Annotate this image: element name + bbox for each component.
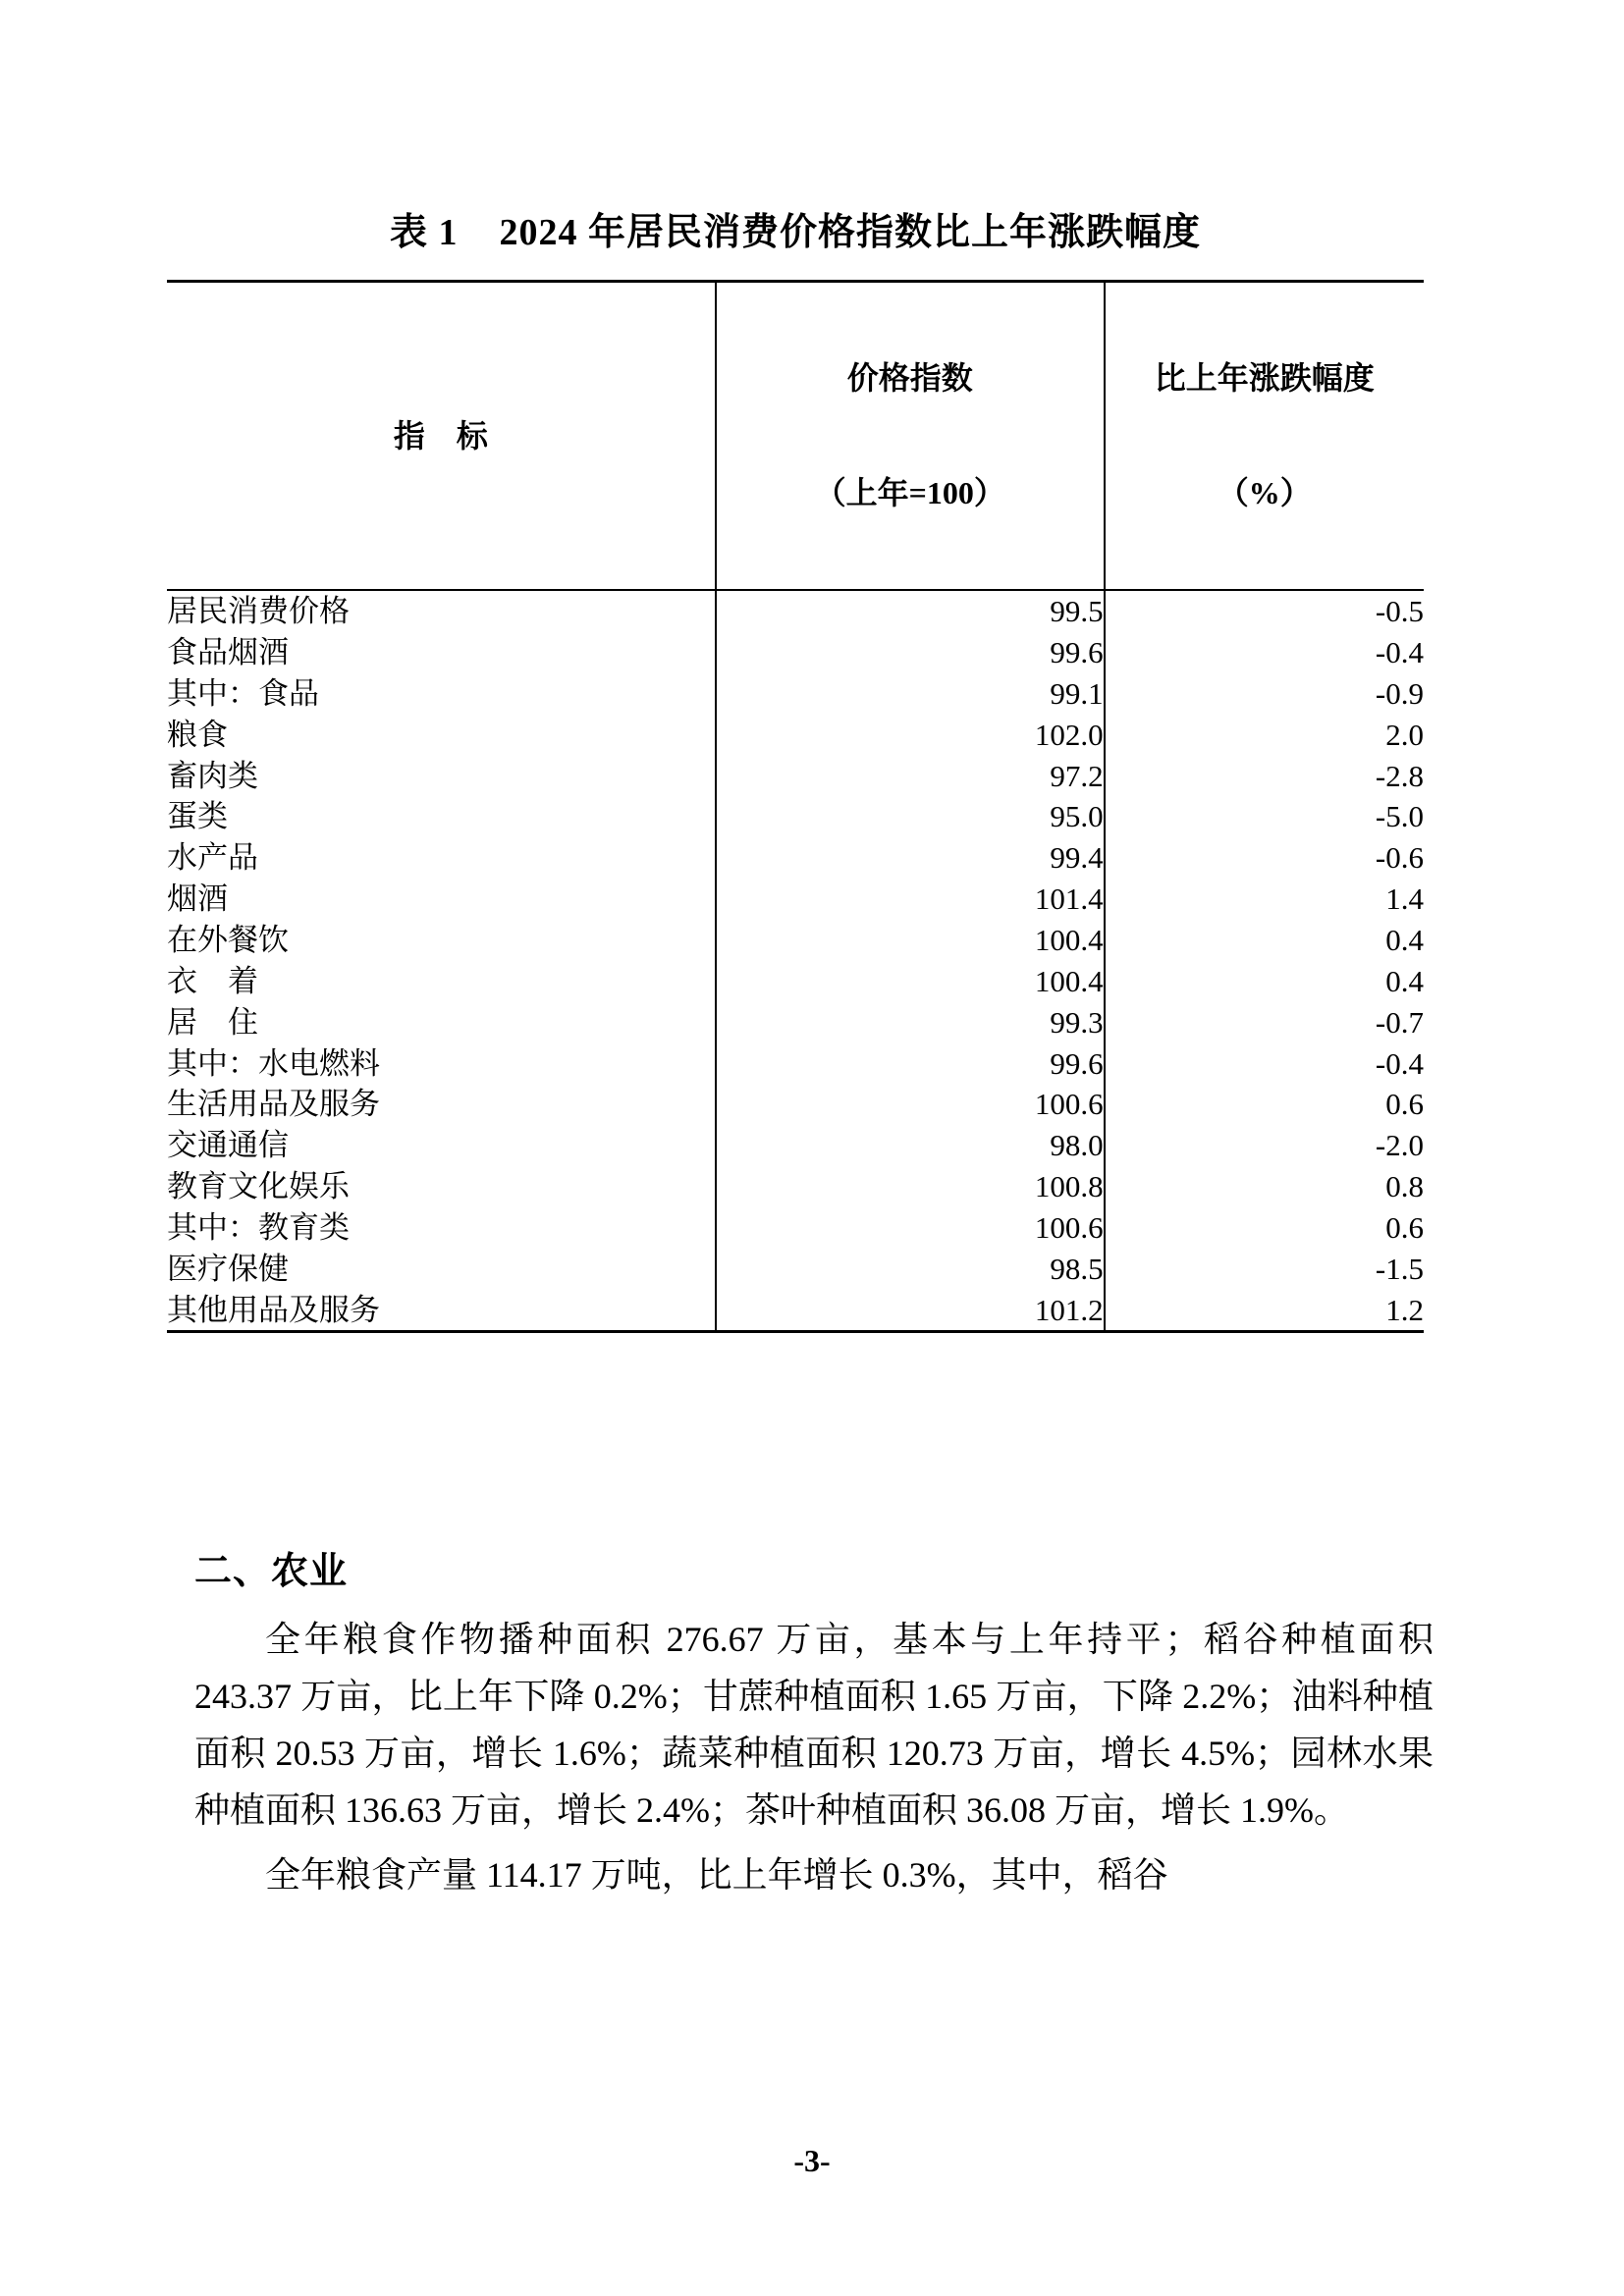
table-row bbox=[167, 1249, 1424, 1290]
table-row bbox=[167, 1166, 1424, 1207]
row-yoy-change: 0.4 bbox=[1105, 920, 1424, 961]
table-title: 表 1 2024 年居民消费价格指数比上年涨跌幅度 bbox=[389, 212, 1201, 253]
row-yoy-change: 2.0 bbox=[1105, 715, 1424, 756]
table-row bbox=[167, 1207, 1424, 1249]
row-indicator: 其他用品及服务 bbox=[167, 1290, 716, 1332]
section-heading: 二、农业 bbox=[194, 1551, 349, 1592]
section-body bbox=[194, 1611, 1434, 1911]
row-yoy-change: -0.5 bbox=[1105, 590, 1424, 632]
row-price-index: 102.0 bbox=[716, 715, 1105, 756]
header-price-index bbox=[716, 282, 1105, 591]
header-yoy-change bbox=[1105, 282, 1424, 591]
row-indicator: 生活用品及服务 bbox=[167, 1087, 380, 1122]
row-yoy-change: 0.6 bbox=[1105, 1084, 1424, 1125]
table-body bbox=[167, 590, 1424, 1332]
table-row bbox=[167, 590, 1424, 632]
row-indicator: 食品烟酒 bbox=[167, 635, 289, 670]
row-yoy-change: 1.2 bbox=[1105, 1290, 1424, 1332]
row-indicator: 蛋类 bbox=[167, 799, 228, 834]
row-yoy-change: -5.0 bbox=[1105, 796, 1424, 837]
row-indicator: 衣 着 bbox=[167, 963, 258, 998]
row-indicator: 粮食 bbox=[167, 717, 228, 752]
row-indicator: 医疗保健 bbox=[167, 1251, 289, 1286]
row-yoy-change: 1.4 bbox=[1105, 879, 1424, 920]
row-indicator: 其中：教育类 bbox=[167, 1209, 350, 1245]
row-price-index: 100.4 bbox=[716, 961, 1105, 1002]
row-yoy-change: -0.4 bbox=[1105, 1043, 1424, 1085]
row-indicator: 在外餐饮 bbox=[167, 923, 289, 957]
row-indicator: 居民消费价格 bbox=[167, 594, 350, 629]
row-yoy-change: 0.8 bbox=[1105, 1166, 1424, 1207]
row-indicator: 烟酒 bbox=[167, 881, 228, 917]
row-indicator: 水产品 bbox=[167, 840, 258, 876]
header-price-index-line2: （上年=100） bbox=[814, 475, 1005, 511]
table-row bbox=[167, 1125, 1424, 1166]
row-indicator: 居 住 bbox=[167, 1004, 258, 1040]
row-price-index: 101.4 bbox=[716, 879, 1105, 920]
header-indicator: 指 标 bbox=[167, 282, 716, 591]
table-header bbox=[167, 282, 1424, 591]
header-yoy-change-line2: （%） bbox=[1217, 475, 1312, 511]
row-price-index: 99.3 bbox=[716, 1002, 1105, 1043]
header-price-index-line1: 价格指数 bbox=[846, 360, 973, 397]
row-price-index: 99.4 bbox=[716, 837, 1105, 879]
row-price-index: 100.4 bbox=[716, 920, 1105, 961]
row-price-index: 100.6 bbox=[716, 1084, 1105, 1125]
row-price-index: 98.0 bbox=[716, 1125, 1105, 1166]
table-row bbox=[167, 1084, 1424, 1125]
table-row bbox=[167, 920, 1424, 961]
row-price-index: 99.5 bbox=[716, 590, 1105, 632]
table-row bbox=[167, 715, 1424, 756]
row-yoy-change: 0.4 bbox=[1105, 961, 1424, 1002]
row-price-index: 100.8 bbox=[716, 1166, 1105, 1207]
cpi-table bbox=[167, 280, 1424, 1333]
row-yoy-change: -2.0 bbox=[1105, 1125, 1424, 1166]
row-price-index: 100.6 bbox=[716, 1207, 1105, 1249]
row-yoy-change: -0.7 bbox=[1105, 1002, 1424, 1043]
row-yoy-change: -0.6 bbox=[1105, 837, 1424, 879]
row-yoy-change: -2.8 bbox=[1105, 756, 1424, 797]
row-indicator: 交通通信 bbox=[167, 1128, 289, 1163]
table-row bbox=[167, 796, 1424, 837]
table-row bbox=[167, 879, 1424, 920]
row-indicator: 其中：水电燃料 bbox=[167, 1045, 380, 1081]
table-row bbox=[167, 1002, 1424, 1043]
table-row bbox=[167, 837, 1424, 879]
row-price-index: 95.0 bbox=[716, 796, 1105, 837]
row-indicator: 畜肉类 bbox=[167, 758, 258, 793]
table-row bbox=[167, 756, 1424, 797]
table-row bbox=[167, 1043, 1424, 1085]
table-header-row bbox=[167, 282, 1424, 591]
table-row bbox=[167, 1290, 1424, 1332]
row-price-index: 97.2 bbox=[716, 756, 1105, 797]
paragraph: 全年粮食作物播种面积 276.67 万亩，基本与上年持平；稻谷种植面积 243.37 万亩，比上年下降 0.2%；甘蔗种植面积 1.65 万亩，下降 2.2%；油料种植面积 20.53 万亩，增长 1.6%；蔬菜种植面积 120.73 万亩，增长 4.5%；园林水果种植面积 136.63 万亩，增长 2.4%；茶叶种植面积 36.08 万亩，增长 1.9%。 bbox=[194, 1620, 1434, 1830]
table-row bbox=[167, 673, 1424, 715]
row-price-index: 98.5 bbox=[716, 1249, 1105, 1290]
row-yoy-change: -0.4 bbox=[1105, 632, 1424, 673]
page-number: -3- bbox=[793, 2143, 831, 2178]
table-row bbox=[167, 632, 1424, 673]
row-price-index: 101.2 bbox=[716, 1290, 1105, 1332]
row-indicator: 其中：食品 bbox=[167, 675, 319, 711]
row-price-index: 99.6 bbox=[716, 632, 1105, 673]
paragraph: 全年粮食产量 114.17 万吨，比上年增长 0.3%，其中，稻谷 bbox=[265, 1855, 1168, 1895]
row-price-index: 99.1 bbox=[716, 673, 1105, 715]
row-yoy-change: -1.5 bbox=[1105, 1249, 1424, 1290]
row-yoy-change: -0.9 bbox=[1105, 673, 1424, 715]
row-indicator: 教育文化娱乐 bbox=[167, 1169, 350, 1204]
header-yoy-change-line1: 比上年涨跌幅度 bbox=[1154, 360, 1375, 397]
row-yoy-change: 0.6 bbox=[1105, 1207, 1424, 1249]
table-row bbox=[167, 961, 1424, 1002]
row-price-index: 99.6 bbox=[716, 1043, 1105, 1085]
